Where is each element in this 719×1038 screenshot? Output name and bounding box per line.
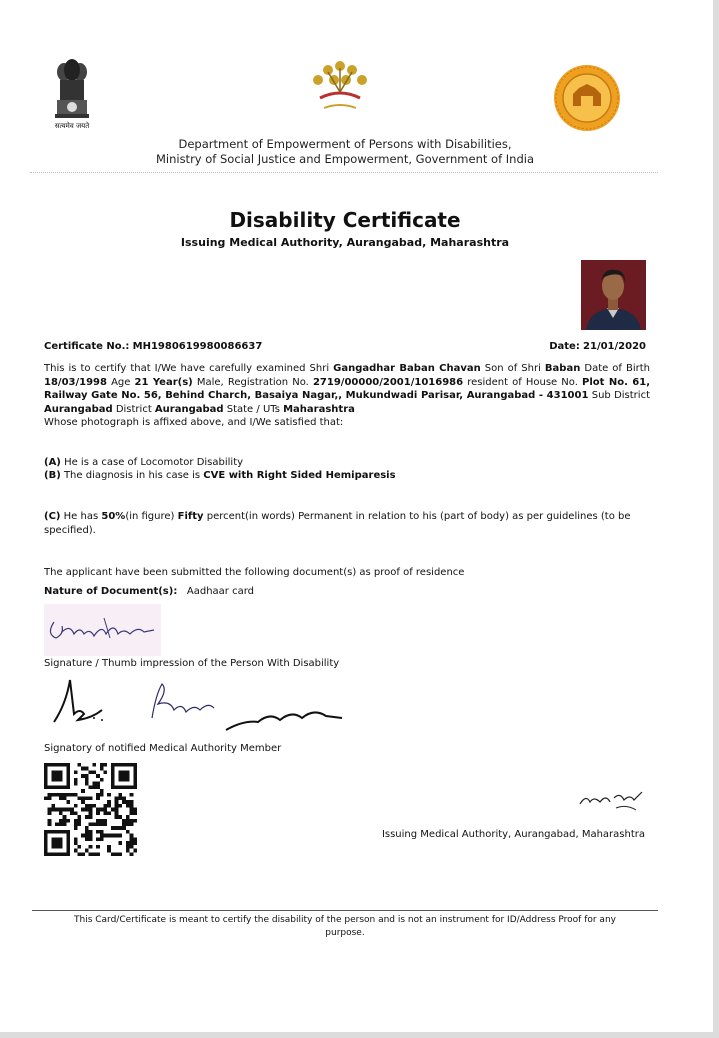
body-text: Male, Registration No. xyxy=(192,376,313,388)
diagnosis: CVE with Right Sided Hemiparesis xyxy=(203,470,396,481)
applicant-photo xyxy=(581,260,646,330)
applicant-signature-caption: Signature / Thumb impression of the Person With Disability xyxy=(44,658,340,669)
documents-label: Nature of Document(s): xyxy=(44,586,178,597)
applicant-signature xyxy=(44,604,161,656)
authority-caption: Issuing Medical Authority, Aurangabad, Maharashtra xyxy=(381,829,645,840)
address: Plot No. 61, Railway Gate No. 56, Behind Charch, Basaiya Nagar,, Mukundwadi Parisar, Aurangabad - 431001 xyxy=(44,376,651,401)
clause-label: (A) xyxy=(44,457,61,468)
maharashtra-seal xyxy=(553,64,621,132)
body-text: State / UTs xyxy=(223,403,284,415)
body-text: District xyxy=(112,403,155,415)
documents-value: Aadhaar card xyxy=(186,586,254,597)
certificate-date xyxy=(549,340,646,354)
satisfied-line: Whose photograph is affixed above, and I/We satisfied that: xyxy=(44,417,344,428)
board-signature-caption: Signatory of notified Medical Authority Member xyxy=(44,743,282,754)
date-value: 21/01/2020 xyxy=(583,341,646,352)
emblem-caption: सत्यमेव जयते xyxy=(54,122,90,130)
age: 21 Year(s) xyxy=(134,376,193,388)
page-edge-right xyxy=(713,0,719,1038)
district: Aurangabad xyxy=(154,403,224,415)
footer-divider xyxy=(32,910,658,911)
header-divider xyxy=(30,172,658,173)
body-text: This is to certify that I/We have carefully examined Shri xyxy=(44,363,334,374)
certificate-number xyxy=(44,340,262,354)
clause-text: percent(in words) Permanent in relation to his (part of body) as per guidelines (to be specified). xyxy=(44,511,631,536)
department-line-1: Department of Empowerment of Persons with Disabilities, xyxy=(178,137,512,151)
clause-a xyxy=(44,456,243,470)
date-of-birth: 18/03/1998 xyxy=(44,376,107,388)
clause-text: (in figure) xyxy=(125,511,178,522)
board-signatures xyxy=(44,674,350,740)
clause-c xyxy=(44,510,650,537)
body-text: Son of Shri xyxy=(480,363,545,374)
certificate-subtitle: Issuing Medical Authority, Aurangabad, Maharashtra xyxy=(180,236,510,249)
certificate-number-value: MH1980619980086637 xyxy=(132,341,263,352)
footer-note: This Card/Certificate is meant to certify the disability of the person and is not an instrument for ID/Address Proof for any purpose. xyxy=(74,915,616,938)
state: Maharashtra xyxy=(283,403,355,415)
certificate-title: Disability Certificate xyxy=(229,208,461,232)
body-text: resident of House No. xyxy=(463,376,583,388)
disability-percent: 50% xyxy=(101,511,126,522)
certification-paragraph xyxy=(44,362,650,430)
date-label: Date: xyxy=(549,341,580,352)
page-edge-bottom xyxy=(0,1032,719,1038)
body-text: Date of Birth xyxy=(580,363,650,374)
father-name: Baban xyxy=(544,363,581,374)
certificate-number-label: Certificate No.: xyxy=(44,341,130,352)
sub-district: Aurangabad xyxy=(44,403,113,415)
applicant-name: Gangadhar Baban Chavan xyxy=(333,363,481,374)
department-line-2: Ministry of Social Justice and Empowerment, Government of India xyxy=(155,152,535,166)
body-text: Age xyxy=(106,376,135,388)
body-text: Sub District xyxy=(588,390,650,401)
clause-text: He is a case of Locomotor Disability xyxy=(60,457,244,468)
authority-signature xyxy=(576,786,646,816)
clause-b xyxy=(44,469,396,483)
documents-line xyxy=(44,585,254,599)
national-emblem xyxy=(52,58,92,136)
clause-text: The diagnosis in his case is xyxy=(60,470,204,481)
clause-label: (C) xyxy=(44,511,61,522)
registration-number: 2719/00000/2001/1016986 xyxy=(312,376,464,388)
qr-code xyxy=(44,762,137,857)
disability-percent-words: Fifty xyxy=(177,511,204,522)
documents-intro: The applicant have been submitted the following document(s) as proof of residence xyxy=(44,567,465,578)
clause-label: (B) xyxy=(44,470,61,481)
accessible-india-logo xyxy=(308,58,372,116)
clause-text: He has xyxy=(60,511,102,522)
